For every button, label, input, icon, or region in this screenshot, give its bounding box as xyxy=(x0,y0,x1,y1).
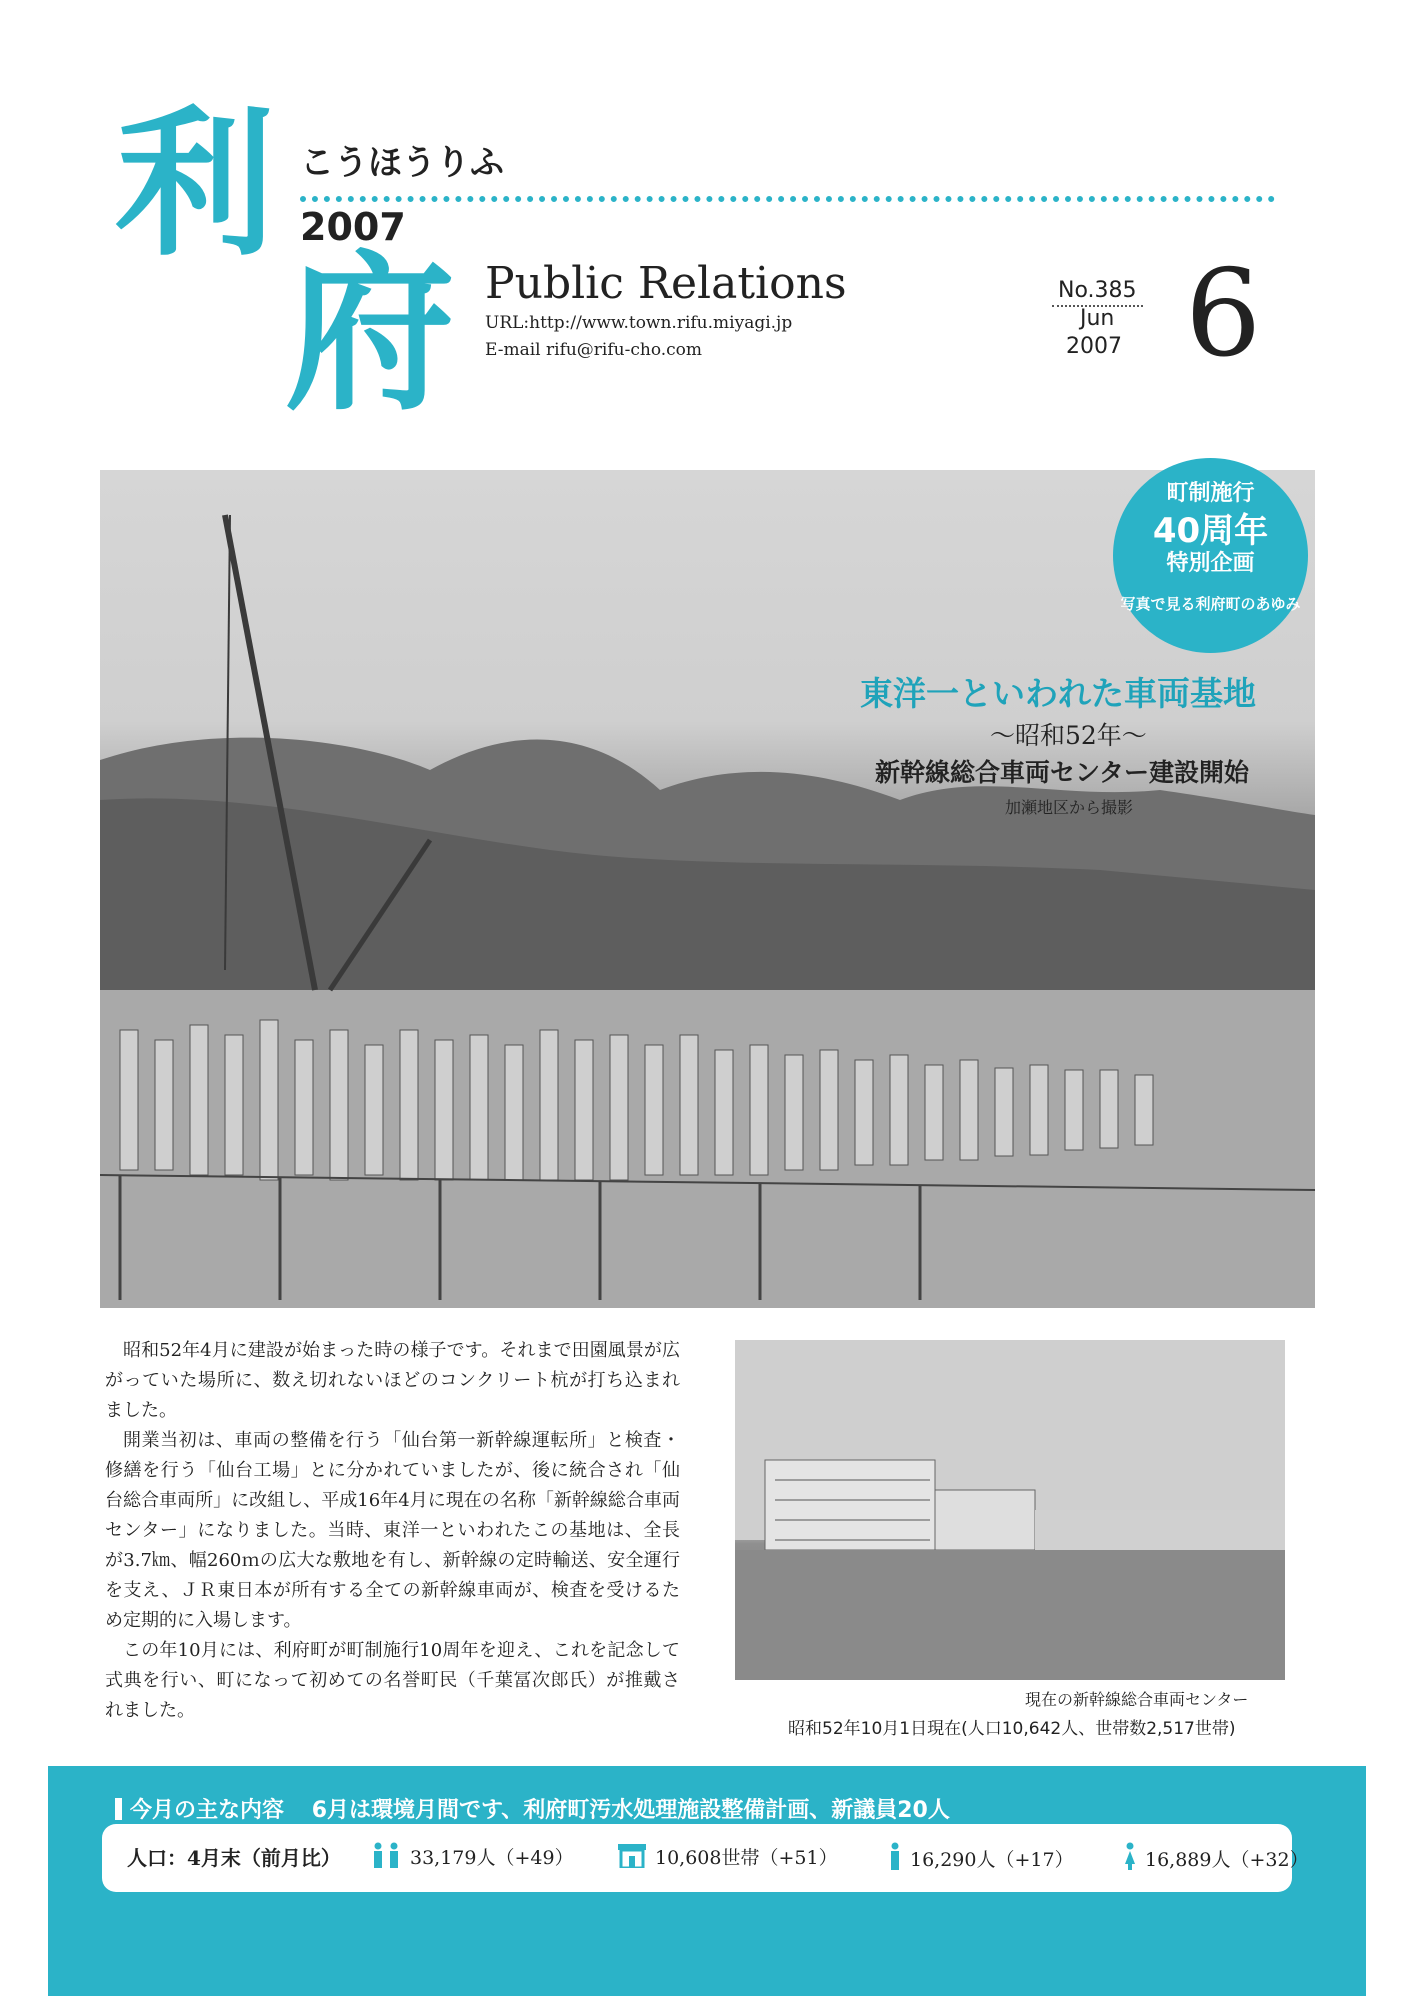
article-paragraph-2: 開業当初は、車両の整備を行う「仙台第一新幹線運転所」と検査・修繕を行う「仙台工場」とに分かれていましたが、後に統合され「仙台総合車両所」に改組し、平成16年4月に現在の名称「新幹線総合車両センター」になりました。当時、東洋一といわれたこの基地は、全長が3.7㎞、幅260ｍの広大な敷地を有し、新幹線の定時輸送、安全運行を支え、ＪＲ東日本が所有する全ての新幹線車両が、検査を受けるため定期的に入場します。 xyxy=(105,1430,680,1631)
article-body xyxy=(105,1336,680,1726)
masthead-email: E-mail rifu@rifu-cho.com xyxy=(485,340,703,360)
female-icon xyxy=(1123,1842,1137,1875)
stat-female-value: 16,889人（+32） xyxy=(1145,1849,1309,1871)
issue-year: 2007 xyxy=(1066,334,1122,359)
current-center-photo xyxy=(735,1340,1285,1680)
stat-female xyxy=(1123,1842,1309,1875)
badge-line2: 40周年 xyxy=(1152,511,1269,551)
issue-month: Jun xyxy=(1080,306,1115,331)
photo2-caption: 現在の新幹線総合車両センター xyxy=(1025,1690,1249,1709)
issue-number: No.385 xyxy=(1052,278,1143,307)
stat-households xyxy=(617,1842,838,1873)
stat-population-value: 33,179人（+49） xyxy=(410,1847,574,1869)
contents-text: 6月は環境月間です、利府町汚水処理施設整備計画、新議員20人 xyxy=(311,1798,950,1823)
badge-line1: 町制施行 xyxy=(1166,481,1255,506)
badge-line4: 写真で見る利府町のあゆみ xyxy=(1120,595,1301,613)
masthead-subtitle: こうほうりふ xyxy=(300,143,504,183)
stat-male xyxy=(888,1842,1074,1875)
male-icon xyxy=(888,1842,902,1875)
monthly-contents xyxy=(115,1793,950,1824)
feature-subhead: 新幹線総合車両センター建設開始 xyxy=(875,758,1250,787)
masthead-title-en: Public Relations xyxy=(485,258,847,309)
badge-line3: 特別企画 xyxy=(1166,551,1255,576)
anniversary-badge xyxy=(1113,458,1308,653)
stat-population xyxy=(370,1842,574,1873)
article-paragraph-1: 昭和52年4月に建設が始まった時の様子です。それまで田園風景が広がっていた場所に、数え切れないほどのコンクリート杭が打ち込まれました。 xyxy=(105,1340,680,1421)
masthead-year: 2007 xyxy=(300,205,406,249)
stat-households-value: 10,608世帯（+51） xyxy=(655,1847,838,1869)
house-icon xyxy=(617,1842,647,1873)
contents-label: 今月の主な内容 xyxy=(130,1798,285,1823)
current-center-illustration xyxy=(735,1340,1285,1680)
masthead-url: URL:http://www.town.rifu.miyagi.jp xyxy=(485,313,793,333)
masthead-kanji-ri: 利 xyxy=(115,91,276,278)
feature-headline: 東洋一といわれた車両基地 xyxy=(860,674,1256,713)
photo2-population-note: 昭和52年10月1日現在(人口10,642人、世帯数2,517世帯) xyxy=(788,1719,1236,1739)
masthead-kanji-fu: 府 xyxy=(285,236,456,434)
feature-subhead-era: ～昭和52年～ xyxy=(990,721,1147,750)
population-label: 人口：4月末（前月比） xyxy=(127,1846,341,1870)
issue-big-month: 6 xyxy=(1185,245,1262,384)
article-paragraph-3: この年10月には、利府町が町制施行10周年を迎え、これを記念して式典を行い、町になって初めての名誉町民（千葉冨次郎氏）が推戴されました。 xyxy=(105,1640,680,1721)
people-icon xyxy=(370,1842,402,1873)
masthead-dotted-rule xyxy=(300,196,1275,202)
stat-male-value: 16,290人（+17） xyxy=(910,1849,1074,1871)
photo-credit: 加瀬地区から撮影 xyxy=(1005,798,1134,817)
contents-marker xyxy=(115,1798,122,1820)
